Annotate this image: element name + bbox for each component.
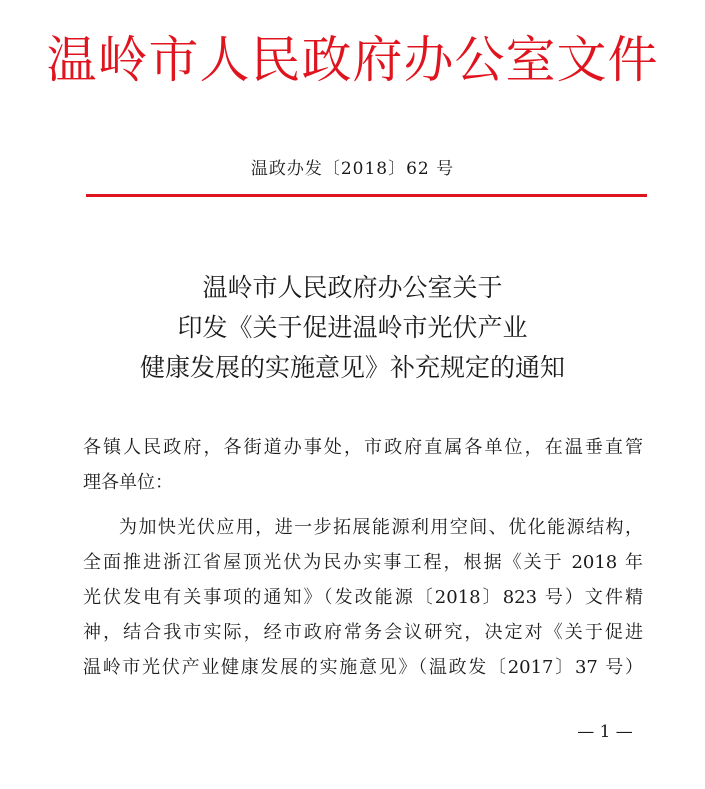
- red-divider-rule: [86, 194, 647, 197]
- title-line-3: 健康发展的实施意见》补充规定的通知: [139, 353, 565, 382]
- body-line-4: 神，结合我市实际，经市政府常务会议研究，决定对《关于促进: [83, 622, 643, 643]
- addressee-line-1: 各镇人民政府，各街道办事处，市政府直属各单位，在温垂直管: [83, 437, 643, 458]
- title-line-1: 温岭市人民政府办公室关于: [202, 273, 503, 302]
- body-line-1: 为加快光伏应用，进一步拓展能源利用空间、优化能源结构，: [119, 517, 643, 538]
- body-paragraph: [83, 510, 643, 685]
- addressee-block: [83, 430, 643, 500]
- page-number: — 1 —: [577, 722, 633, 742]
- body-line-5: 温岭市光伏产业健康发展的实施意见》（温政发〔2017〕37 号）: [83, 657, 643, 678]
- document-number: 温政办发〔2018〕62 号: [250, 159, 455, 179]
- notice-title: [0, 268, 705, 388]
- masthead-title: 温岭市人民政府办公室文件: [46, 31, 659, 89]
- addressee-line-2: 理各单位：: [83, 472, 173, 493]
- title-line-2: 印发《关于促进温岭市光伏产业: [177, 313, 528, 342]
- body-line-3: 光伏发电有关事项的通知》（发改能源〔2018〕823 号）文件精: [83, 587, 643, 608]
- body-line-2: 全面推进浙江省屋顶光伏为民办实事工程，根据《关于 2018 年: [83, 552, 643, 573]
